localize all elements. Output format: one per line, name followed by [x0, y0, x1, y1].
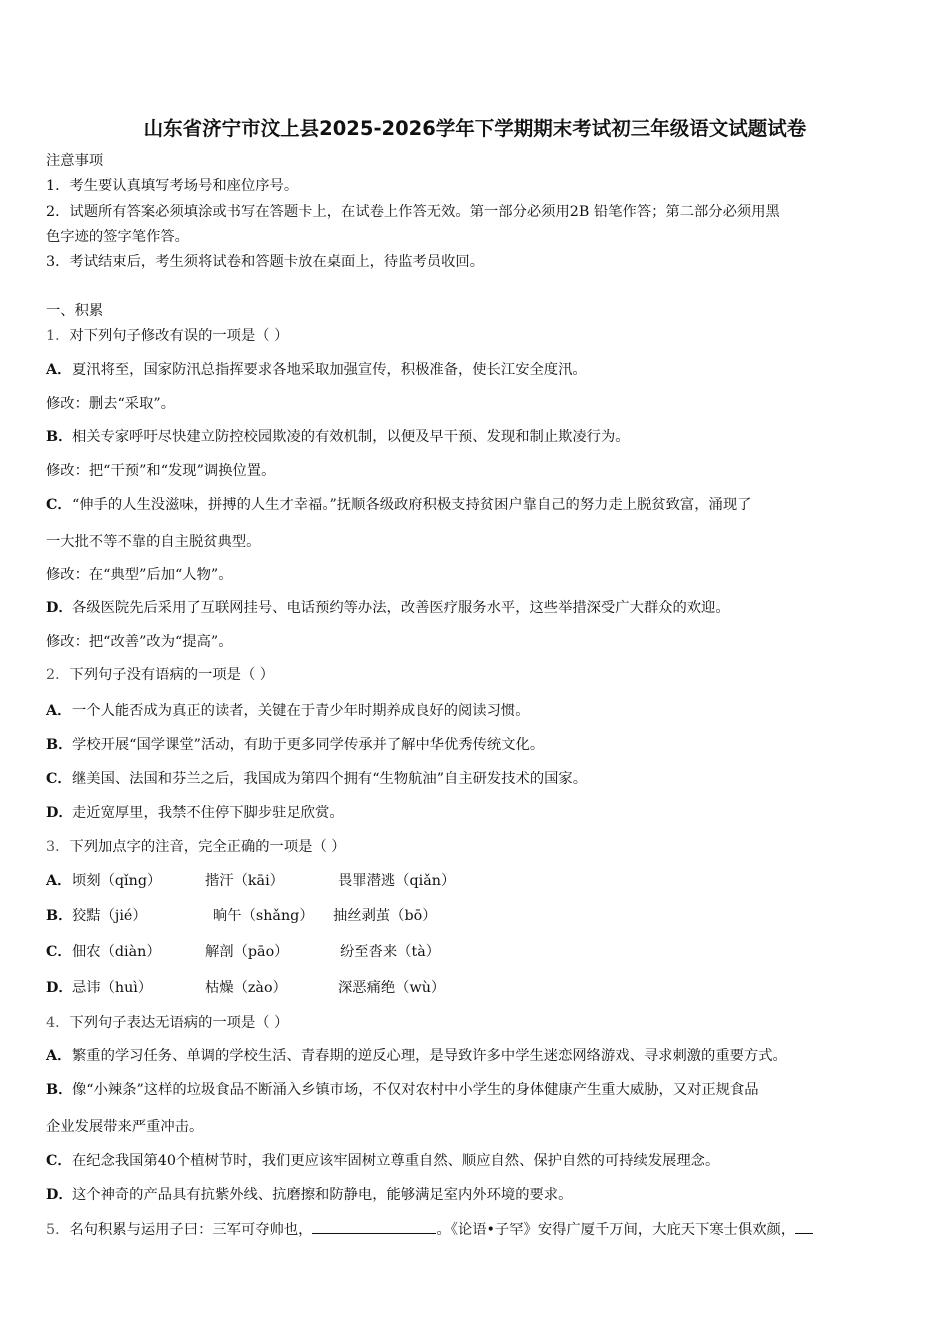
word-3: 纷至沓来（tà） [340, 944, 441, 960]
option-text: 在纪念我国第40个植树节时，我们更应该牢固树立尊重自然、顺应自然、保护自然的可持续发展理念。 [72, 1153, 720, 1169]
q1-option-b-fix: 修改：把“干预”和“发现”调换位置。 [46, 463, 276, 479]
notice-heading: 注意事项 [46, 153, 104, 169]
q4-option-a [46, 1046, 787, 1066]
question-stem: 下列句子没有语病的一项是（ ） [69, 667, 275, 683]
q4-option-b [46, 1080, 759, 1100]
question-text-cont: 。《论语•子罕》安得广厦千万间，大庇天下寒士俱欢颜， [436, 1222, 796, 1238]
q1-option-d [46, 598, 730, 618]
question-2-stem [46, 665, 274, 685]
option-text: 像“小辣条”这样的垃圾食品不断涌入乡镇市场，不仅对农村中小学生的身体健康产生重大威胁，又对正规食品 [72, 1082, 759, 1098]
q1-option-c-fix: 修改：在“典型”后加“人物”。 [46, 567, 233, 583]
option-letter: D． [46, 980, 73, 996]
q3-option-d [46, 978, 445, 998]
question-4-stem [46, 1013, 288, 1033]
notice-item-2-cont: 色字迹的签字笔作答。 [46, 229, 189, 245]
word-2: 揩汗（kāi） [205, 873, 284, 889]
notice-item-3: 3．考试结束后，考生须将试卷和答题卡放在桌面上，待监考员收回。 [46, 254, 484, 270]
question-number: 1． [46, 328, 70, 344]
q1-option-c-cont: 一大批不等不靠的自主脱贫典型。 [46, 534, 261, 550]
word-1: 佃农（diàn） [72, 944, 161, 960]
word-3: 畏罪潜逃（qiǎn） [338, 873, 456, 889]
question-3-stem [46, 837, 346, 857]
q1-option-b [46, 427, 630, 447]
q1-option-d-fix: 修改：把“改善”改为“提高”。 [46, 634, 233, 650]
option-text: 繁重的学习任务、单调的学校生活、青春期的逆反心理，是导致许多中学生迷恋网络游戏、寻求刺激的重要方式。 [72, 1048, 787, 1064]
section-heading: 一、积累 [46, 303, 104, 319]
answer-blank-1[interactable] [312, 1219, 436, 1234]
option-text: “伸手的人生没滋味，拼搏的人生才幸福。”抚顺各级政府积极支持贫困户靠自己的努力走上脱贫致富，涌现了 [72, 497, 752, 513]
question-number: 3． [46, 839, 70, 855]
option-letter: D． [46, 1187, 73, 1203]
question-number: 5． [46, 1222, 70, 1238]
word-3: 深恶痛绝（wù） [338, 980, 446, 996]
option-letter: B． [46, 1082, 73, 1098]
q2-option-d [46, 803, 344, 823]
q4-option-c [46, 1151, 719, 1171]
question-stem: 下列句子表达无语病的一项是（ ） [69, 1015, 289, 1031]
word-2: 晌午（shǎng） [213, 908, 314, 924]
option-letter: B． [46, 908, 73, 924]
question-number: 2． [46, 667, 70, 683]
option-letter: C． [46, 1153, 72, 1169]
question-1-stem [46, 326, 288, 346]
q1-option-a [46, 360, 587, 380]
word-2: 枯燥（zào） [205, 980, 287, 996]
q3-option-b [46, 906, 437, 926]
option-text: 各级医院先后采用了互联网挂号、电话预约等办法，改善医疗服务水平，这些举措深受广大群众的欢迎。 [72, 600, 730, 616]
option-letter: C． [46, 771, 72, 787]
page-title: 山东省济宁市汶上县2025-2026学年下学期期末考试初三年级语文试题试卷 [143, 117, 807, 140]
option-letter: B． [46, 737, 73, 753]
option-letter: B． [46, 429, 73, 445]
notice-item-1: 1．考生要认真填写考场号和座位序号。 [46, 178, 299, 194]
option-letter: A． [46, 362, 72, 378]
q3-option-a [46, 871, 455, 891]
word-3: 抽丝剥茧（bō） [333, 908, 437, 924]
question-stem: 下列加点字的注音，完全正确的一项是（ ） [69, 839, 346, 855]
q1-option-a-fix: 修改：删去“采取”。 [46, 396, 175, 412]
option-text: 夏汛将至，国家防汛总指挥要求各地采取加强宣传，积极准备，使长江安全度汛。 [72, 362, 587, 378]
q3-option-c [46, 942, 440, 962]
option-letter: D． [46, 805, 73, 821]
option-letter: A． [46, 873, 72, 889]
option-letter: D． [46, 600, 73, 616]
q4-option-b-cont: 企业发展带来严重冲击。 [46, 1119, 204, 1135]
q2-option-b [46, 735, 544, 755]
option-letter: C． [46, 944, 72, 960]
word-1: 忌讳（huì） [72, 980, 153, 996]
option-text: 这个神奇的产品具有抗紫外线、抗磨擦和防静电，能够满足室内外环境的要求。 [72, 1187, 573, 1203]
option-letter: A． [46, 703, 72, 719]
q2-option-c [46, 769, 587, 789]
word-2: 解剖（pāo） [205, 944, 289, 960]
q4-option-d [46, 1185, 572, 1205]
option-text: 继美国、法国和芬兰之后，我国成为第四个拥有“生物航油”自主研发技术的国家。 [72, 771, 588, 787]
word-1: 顷刻（qǐng） [72, 873, 162, 889]
q1-option-c [46, 495, 751, 515]
question-stem: 对下列句子修改有误的一项是（ ） [69, 328, 289, 344]
option-text: 走近宽厚里，我禁不住停下脚步驻足欣赏。 [72, 805, 344, 821]
question-number: 4． [46, 1015, 70, 1031]
question-5 [46, 1219, 813, 1240]
word-1: 狡黠（jié） [72, 908, 147, 924]
option-text: 相关专家呼吁尽快建立防控校园欺凌的有效机制，以便及早干预、发现和制止欺凌行为。 [72, 429, 630, 445]
q2-option-a [46, 701, 530, 721]
option-text: 学校开展“国学课堂”活动，有助于更多同学传承并了解中华优秀传统文化。 [72, 737, 545, 753]
answer-blank-2[interactable] [795, 1219, 813, 1234]
option-text: 一个人能否成为真正的读者，关键在于青少年时期养成良好的阅读习惯。 [72, 703, 530, 719]
option-letter: A． [46, 1048, 72, 1064]
question-text: 名句积累与运用子曰：三军可夺帅也， [69, 1222, 313, 1238]
notice-item-2: 2．试题所有答案必须填涂或书写在答题卡上，在试卷上作答无效。第一部分必须用2B 铅笔作答；第二部分必须用黑 [46, 204, 780, 220]
option-letter: C． [46, 497, 72, 513]
